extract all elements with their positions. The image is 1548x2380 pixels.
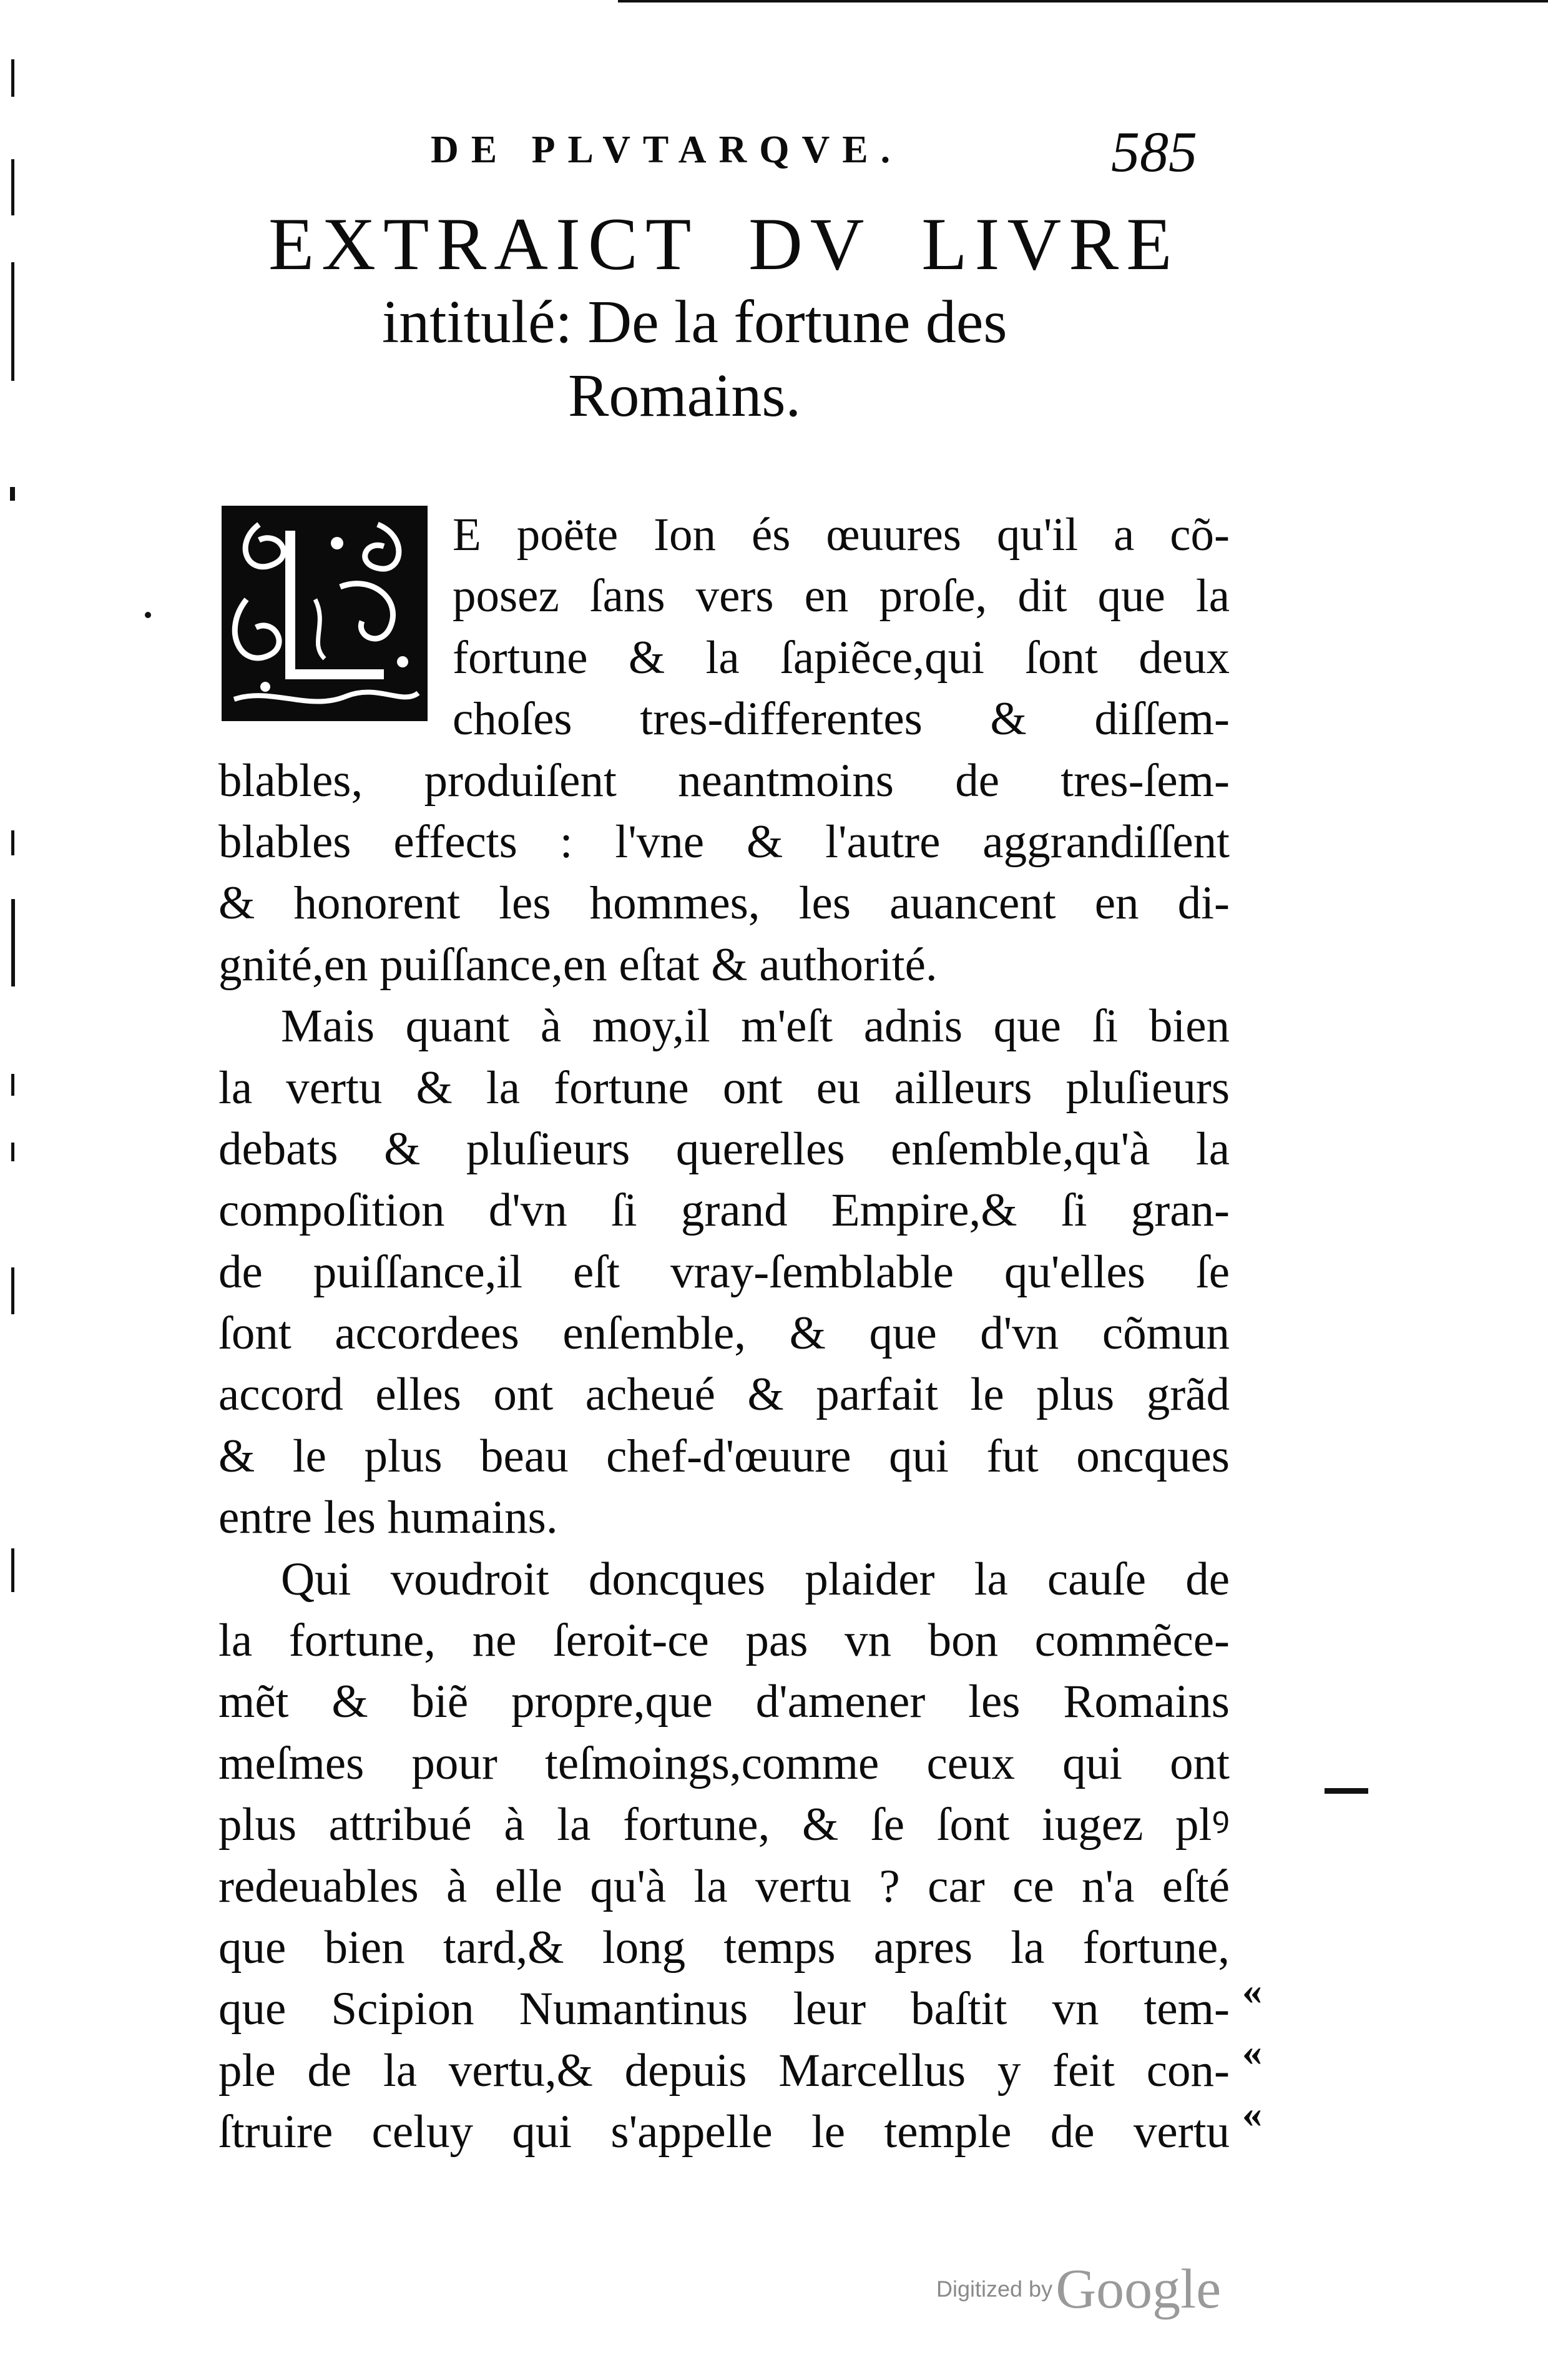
text-line: plus attribué à la fortune, & ſe ſont iugez plꝰ: [218, 1799, 1230, 1851]
text-line: debats & pluſieurs querelles enſemble,qu'à la: [218, 1123, 1230, 1175]
margin-quote-marks: [1242, 1960, 1262, 2145]
text-line: entre les humains.: [218, 1492, 558, 1544]
quote-mark: «: [1242, 1969, 1262, 2013]
text-line: que Scipion Numantinus leur baſtit vn tem-: [218, 1983, 1230, 2035]
text-line: E poëte Ion és œuures qu'il a cõ-: [453, 509, 1230, 561]
text-line: gnité,en puiſſance,en eſtat & authorité.: [218, 938, 938, 991]
scan-mark: [11, 899, 15, 986]
text-line: mẽt & biẽ propre,que d'amener les Romains: [218, 1676, 1230, 1728]
scan-mark: [11, 1074, 14, 1096]
text-line: choſes tres-differentes & diſſem-: [453, 693, 1230, 745]
scan-mark: [11, 1143, 14, 1161]
digitization-watermark: [936, 2257, 1221, 2321]
text-line: blables effects : l'vne & l'autre aggrandiſſent: [218, 815, 1230, 868]
text-line: & le plus beau chef-d'œuure qui fut oncques: [218, 1430, 1230, 1482]
text-line: ſtruire celuy qui s'appelle le temple de vertu: [218, 2106, 1230, 2158]
text-line: que bien tard,& long temps apres la fortune,: [218, 1921, 1230, 1974]
text-line: & honorent les hommes, les auancent en di-: [218, 877, 1230, 930]
watermark-brand: Google: [1056, 2258, 1222, 2320]
scan-mark: [11, 59, 14, 97]
scan-mark: [145, 612, 151, 618]
scan-mark: [618, 0, 1548, 2]
text-line: Mais quant à moy,il m'eſt adnis que ſi bien: [281, 1000, 1230, 1053]
text-line: fortune & la ſapiẽce,qui ſont deux: [453, 631, 1230, 684]
scan-mark: [11, 1548, 14, 1592]
scan-mark: [11, 830, 14, 855]
body-text: [218, 504, 1230, 2163]
scan-mark: [10, 487, 15, 501]
scan-mark: [11, 159, 14, 215]
text-line: ple de la vertu,& depuis Marcellus y feit con-: [218, 2044, 1230, 2097]
text-line: blables, produiſent neantmoins de tres-ſem-: [218, 754, 1230, 807]
watermark-prefix: Digitized by: [936, 2276, 1053, 2302]
chapter-title: EXTRAICT DV LIVRE: [268, 202, 1180, 285]
quote-mark: «: [1242, 2091, 1262, 2136]
text-line: Qui voudroit doncques plaider la cauſe de: [281, 1553, 1230, 1605]
chapter-subtitle: intitulé: De la fortune des: [382, 288, 1007, 356]
text-line: la fortune, ne ſeroit-ce pas vn bon commẽce-: [218, 1615, 1230, 1667]
text-line: redeuables à elle qu'à la vertu ? car ce n'a eſté: [218, 1860, 1230, 1912]
text-line: posez ſans vers en proſe, dit que la: [453, 570, 1230, 622]
scan-mark: [11, 1267, 14, 1314]
text-line: de puiſſance,il eſt vray-ſemblable qu'elles ſe: [218, 1246, 1230, 1298]
text-line: meſmes pour teſmoings,comme ceux qui ont: [218, 1737, 1230, 1789]
text-line: accord elles ont acheué & parfait le plus grãd: [218, 1369, 1230, 1421]
page-number: 585: [1111, 120, 1197, 184]
running-head: DE PLVTARQVE.: [431, 129, 903, 171]
margin-dash: [1325, 1788, 1368, 1794]
text-line: la vertu & la fortune ont eu ailleurs pluſieurs: [218, 1061, 1230, 1114]
scan-mark: [11, 262, 14, 381]
text-line: compoſition d'vn ſi grand Empire,& ſi gran-: [218, 1184, 1230, 1237]
text-line: ſont accordees enſemble, & que d'vn cõmun: [218, 1307, 1230, 1360]
quote-mark: «: [1242, 2030, 1262, 2075]
chapter-subtitle-end: Romains.: [568, 362, 801, 430]
